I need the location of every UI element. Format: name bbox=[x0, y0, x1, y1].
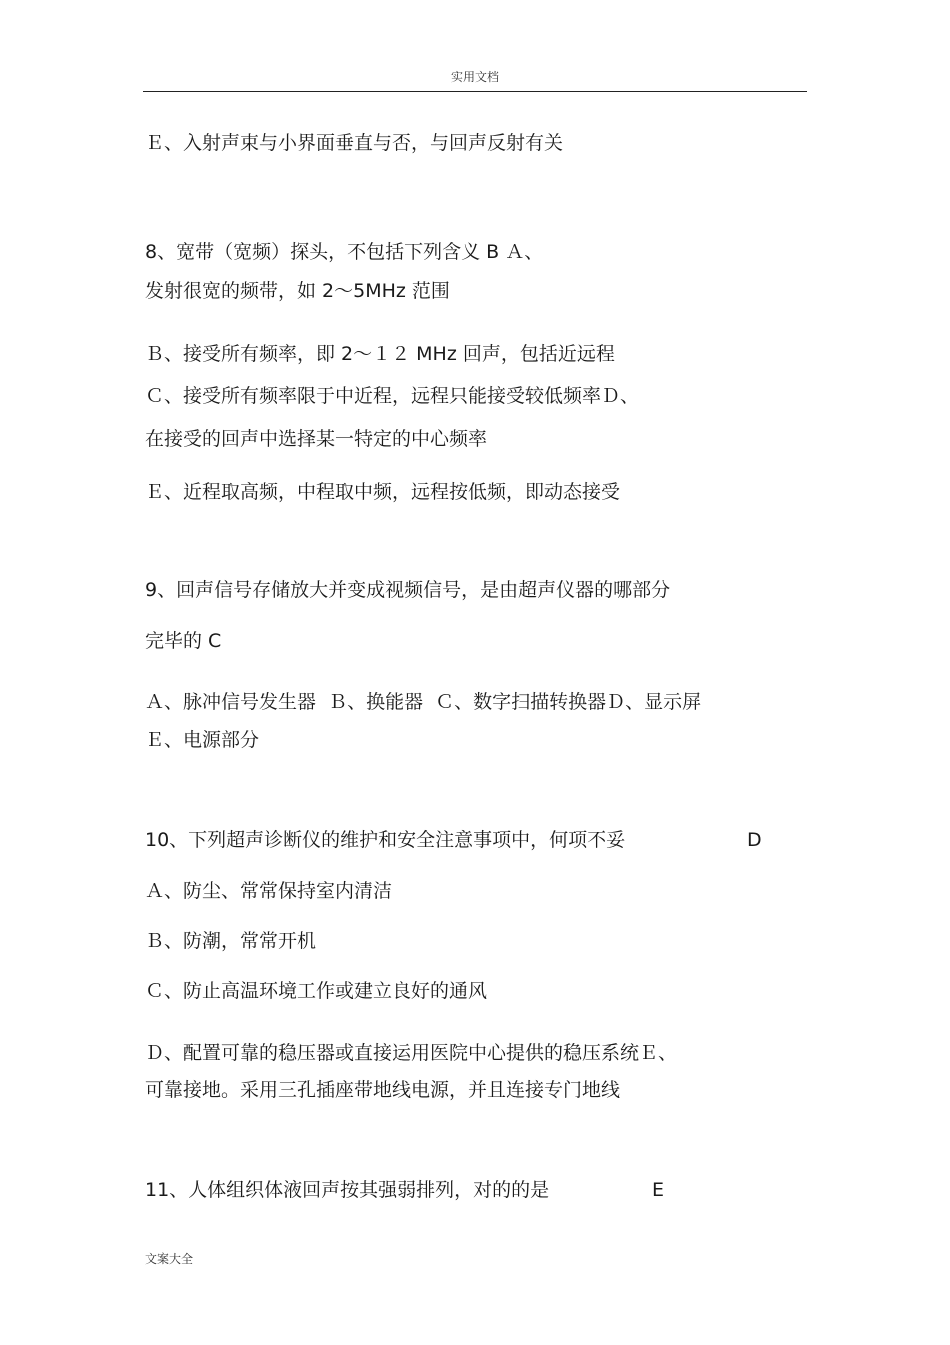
question-10-option-d: Ｄ、配置可靠的稳压器或直接运用医院中心提供的稳压系统Ｅ、 bbox=[145, 1042, 678, 1064]
question-10-option-a: Ａ、防尘、常常保持室内清洁 bbox=[145, 880, 393, 902]
question-10-option-c: Ｃ、防止高温环境工作或建立良好的通风 bbox=[145, 980, 488, 1002]
question-8-option-c: Ｃ、接受所有频率限于中近程，远程只能接受较低频率Ｄ、 bbox=[145, 385, 640, 407]
question-11-answer: E bbox=[652, 1179, 665, 1201]
question-9-option-e: Ｅ、电源部分 bbox=[145, 729, 260, 751]
question-10-answer: D bbox=[747, 829, 762, 851]
question-11: 11、人体组织体液回声按其强弱排列，对的的是 bbox=[145, 1179, 550, 1201]
page-header: 实用文档 bbox=[450, 70, 499, 84]
question-9: 9、回声信号存储放大并变成视频信号，是由超声仪器的哪部分 bbox=[145, 579, 671, 601]
question-10-option-b: Ｂ、防潮，常常开机 bbox=[145, 930, 317, 952]
question-8-option-b: Ｂ、接受所有频率，即 2～１２ MHz 回声，包括近远程 bbox=[145, 343, 615, 365]
question-10-option-e: 可靠接地。采用三孔插座带地线电源，并且连接专门地线 bbox=[145, 1079, 621, 1101]
question-8-option-a: 发射很宽的频带，如 2～5MHz 范围 bbox=[145, 280, 450, 302]
page-footer: 文案大全 bbox=[145, 1252, 194, 1266]
question-8-option-d: 在接受的回声中选择某一特定的中心频率 bbox=[145, 428, 488, 450]
header-divider bbox=[143, 91, 807, 92]
question-10: 10、下列超声诊断仪的维护和安全注意事项中，何项不妥 bbox=[145, 829, 626, 851]
option-e-q7: Ｅ、入射声束与小界面垂直与否，与回声反射有关 bbox=[145, 132, 564, 154]
question-9-options: Ａ、脉冲信号发生器 Ｂ、换能器 Ｃ、数字扫描转换器Ｄ、显示屏 bbox=[145, 691, 702, 713]
question-9-continued: 完毕的 C bbox=[145, 630, 222, 652]
question-8: 8、宽带（宽频）探头，不包括下列含义 B Ａ、 bbox=[145, 241, 544, 263]
question-8-option-e: Ｅ、近程取高频，中程取中频，远程按低频，即动态接受 bbox=[145, 481, 621, 503]
